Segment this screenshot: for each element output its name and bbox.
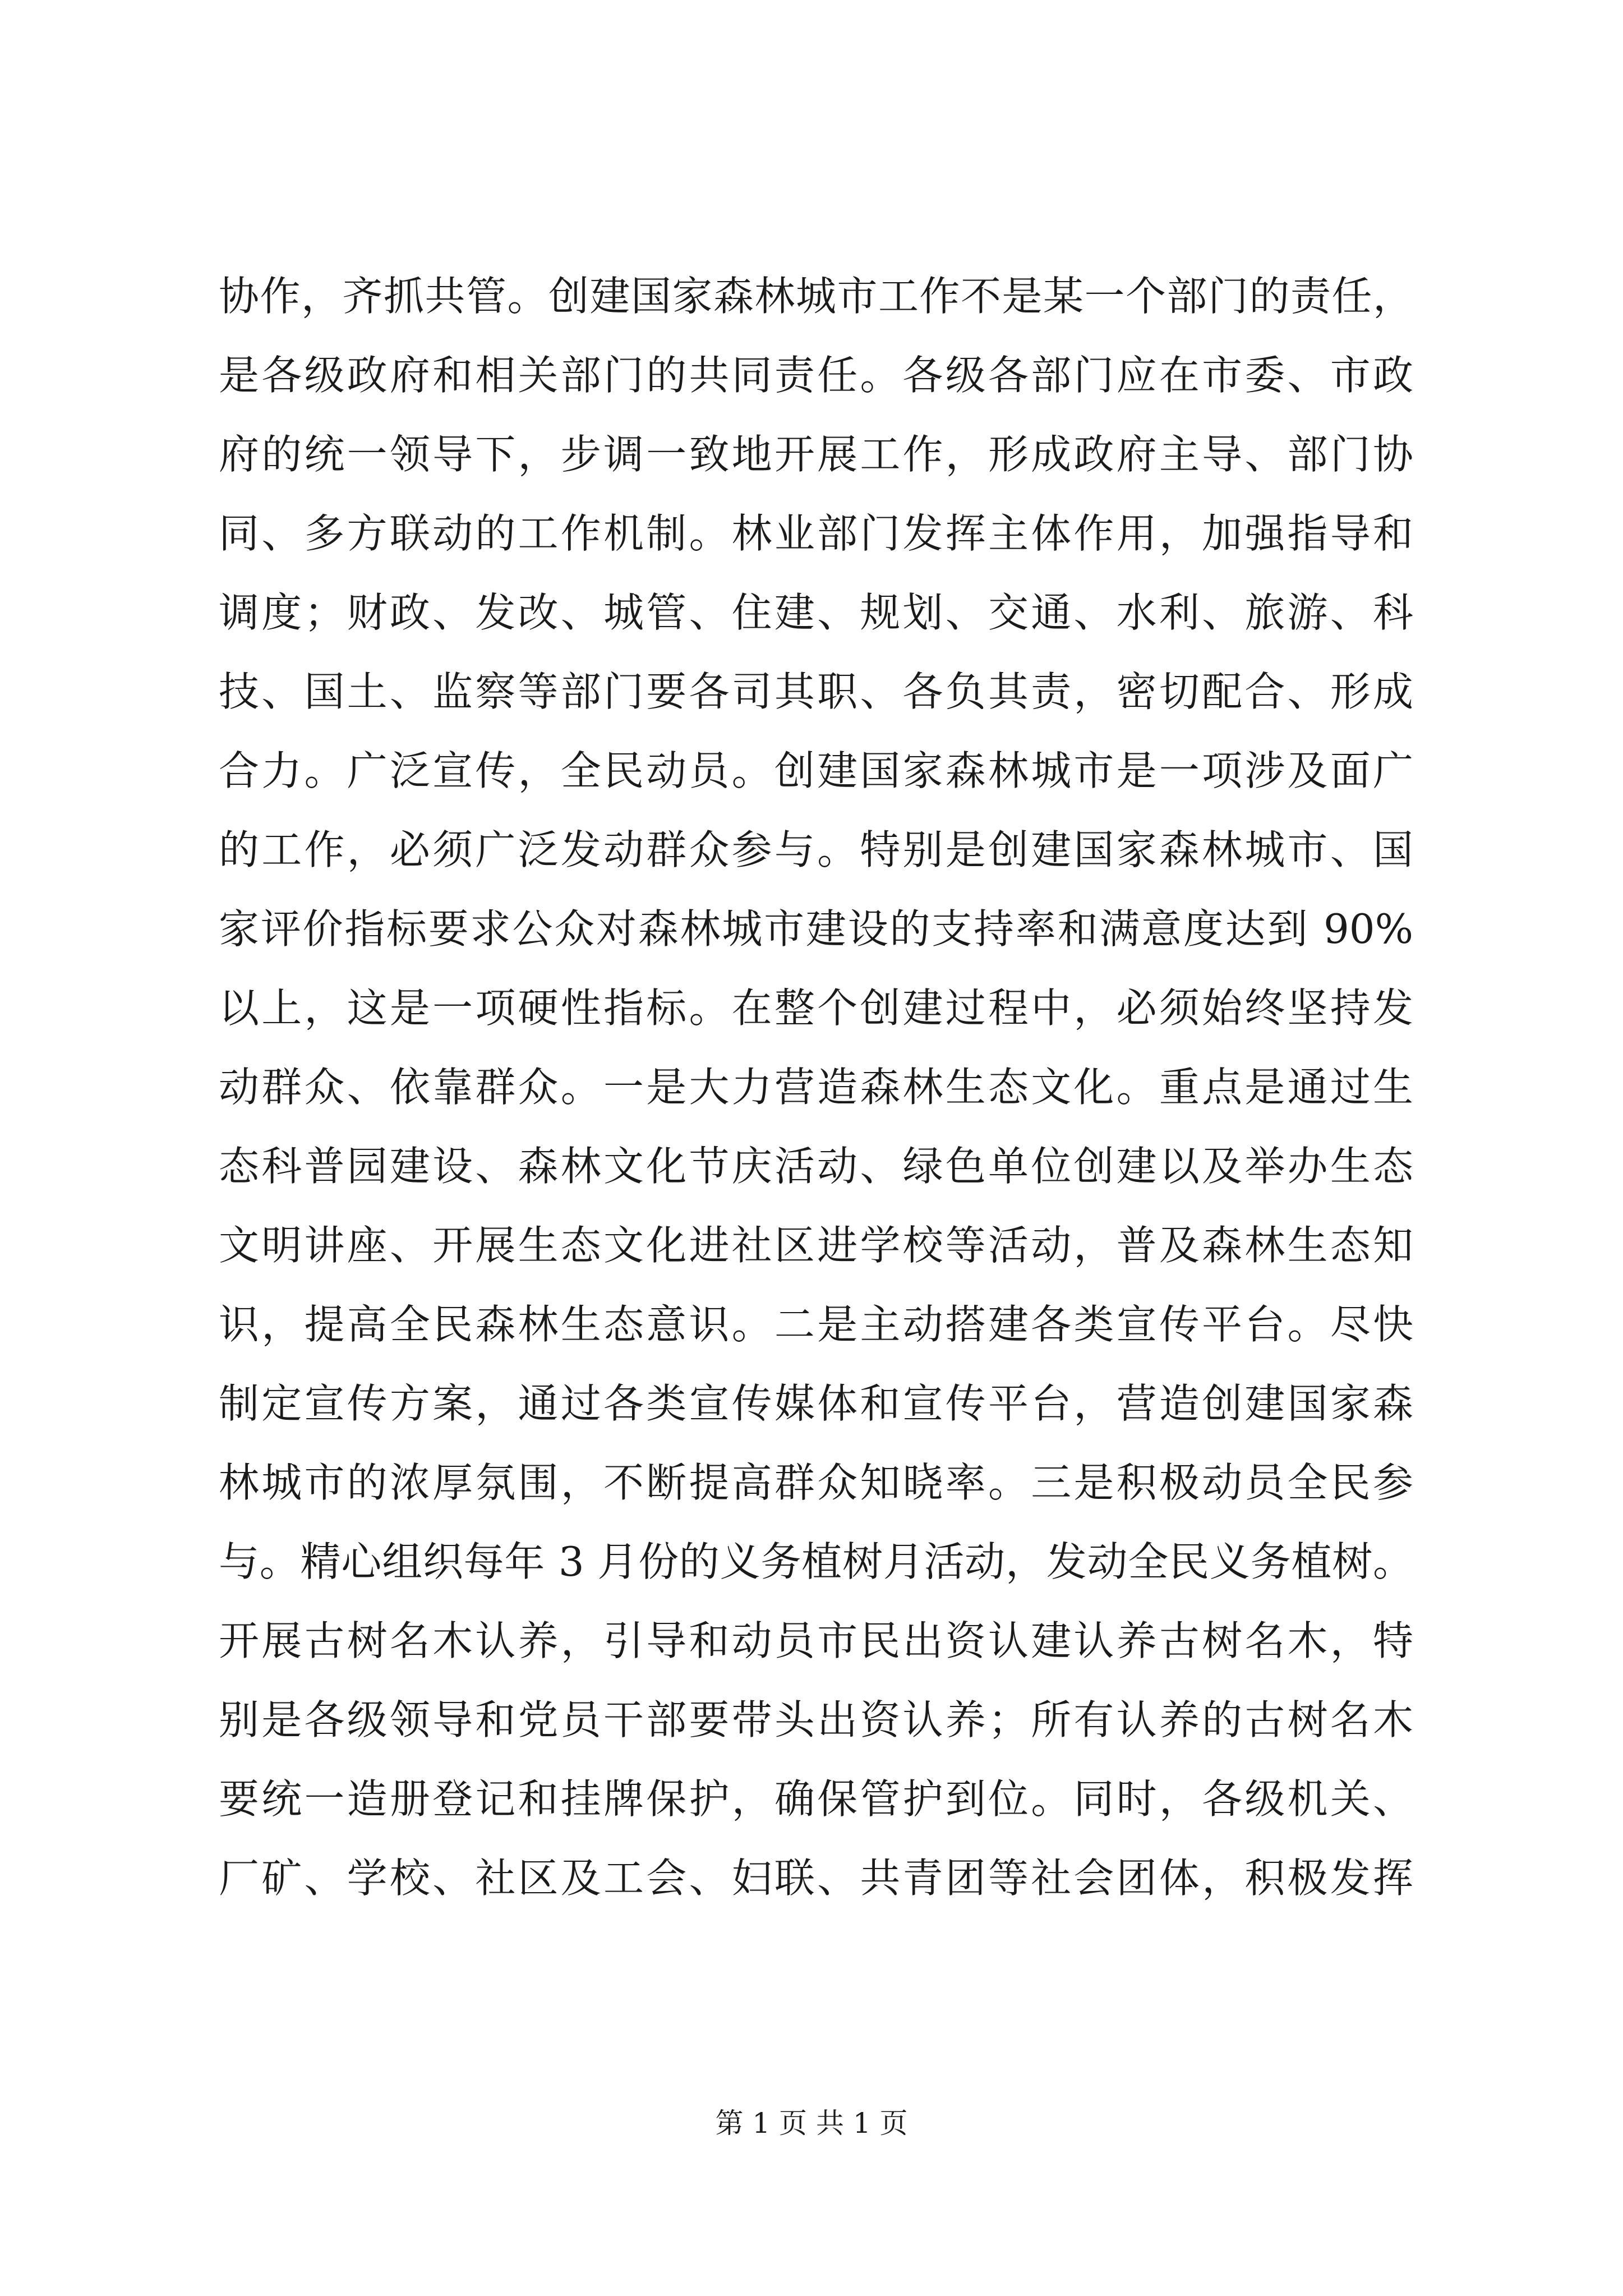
text-line: 厂矿、学校、社区及工会、妇联、共青团等社会团体，积极发挥	[219, 1855, 1413, 1902]
text-line: 协作，齐抓共管。创建国家森林城市工作不是某一个部门的责任，	[219, 273, 1413, 320]
text-line: 合力。广泛宣传，全民动员。创建国家森林城市是一项涉及面广	[219, 747, 1413, 794]
text-line: 文明讲座、开展生态文化进社区进学校等活动，普及森林生态知	[219, 1222, 1413, 1269]
text-line: 动群众、依靠群众。一是大力营造森林生态文化。重点是通过生	[219, 1064, 1413, 1111]
text-line: 要统一造册登记和挂牌保护，确保管护到位。同时，各级机关、	[219, 1775, 1413, 1823]
text-line: 家评价指标要求公众对森林城市建设的支持率和满意度达到 90%	[219, 905, 1413, 953]
text-line: 态科普园建设、森林文化节庆活动、绿色单位创建以及举办生态	[219, 1143, 1413, 1190]
body-paragraph	[219, 257, 1413, 1918]
text-line: 调度；财政、发改、城管、住建、规划、交通、水利、旅游、科	[219, 589, 1413, 636]
text-line: 的工作，必须广泛发动群众参与。特别是创建国家森林城市、国	[219, 826, 1413, 873]
text-line: 以上，这是一项硬性指标。在整个创建过程中，必须始终坚持发	[219, 984, 1413, 1032]
text-line: 同、多方联动的工作机制。林业部门发挥主体作用，加强指导和	[219, 510, 1413, 557]
text-line: 技、国土、监察等部门要各司其职、各负其责，密切配合、形成	[219, 668, 1413, 715]
text-line: 开展古树名木认养，引导和动员市民出资认建认养古树名木，特	[219, 1617, 1413, 1664]
text-line: 制定宣传方案，通过各类宣传媒体和宣传平台，营造创建国家森	[219, 1380, 1413, 1427]
text-line: 别是各级领导和党员干部要带头出资认养；所有认养的古树名木	[219, 1696, 1413, 1743]
page-footer	[0, 2106, 1623, 2140]
text-line: 府的统一领导下，步调一致地开展工作，形成政府主导、部门协	[219, 431, 1413, 478]
text-line: 与。精心组织每年 3 月份的义务植树月活动，发动全民义务植树。	[219, 1538, 1413, 1585]
text-line: 林城市的浓厚氛围，不断提高群众知晓率。三是积极动员全民参	[219, 1459, 1413, 1506]
text-line: 识，提高全民森林生态意识。二是主动搭建各类宣传平台。尽快	[219, 1301, 1413, 1348]
page-number: 第 1 页 共 1 页	[715, 2107, 908, 2139]
text-line: 是各级政府和相关部门的共同责任。各级各部门应在市委、市政	[219, 352, 1413, 399]
